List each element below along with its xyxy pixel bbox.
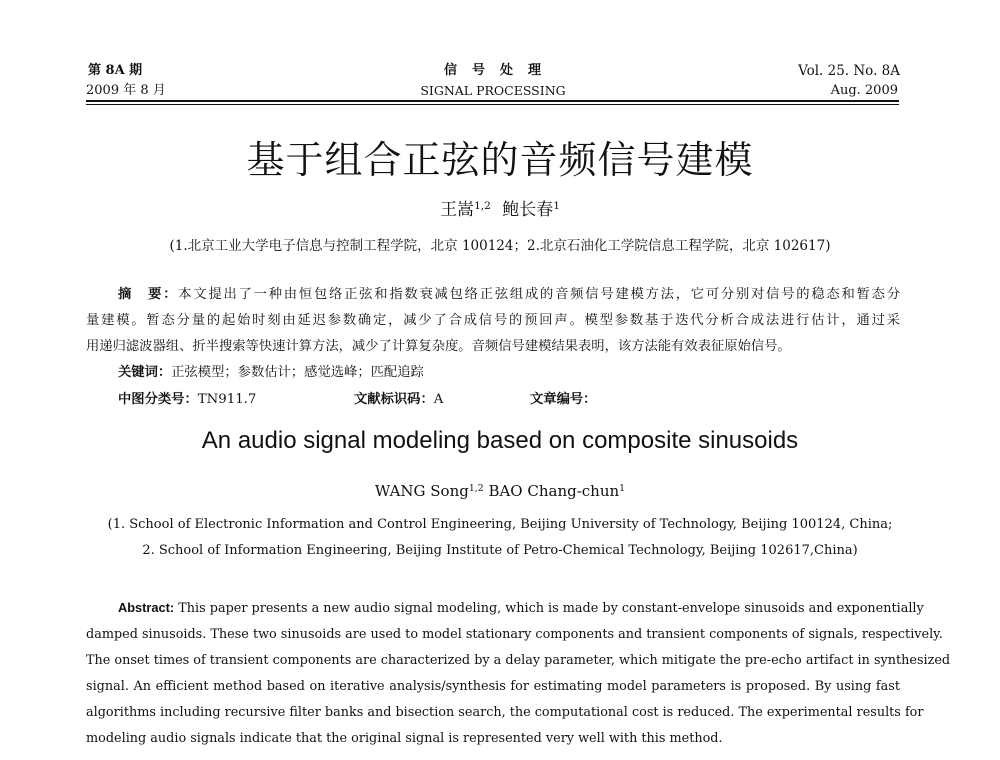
journal-name-cn: 信 号 处 理 (443, 63, 542, 78)
document-code-value: A (433, 392, 444, 407)
title-en: An audio signal modeling based on composite sinusoids (201, 427, 799, 454)
author-cn-2: 鲍长春 (502, 200, 554, 220)
abstract-en-line-2: damped sinusoids. These two sinusoids are used to model stationary components and transient components of signals, respectively. (86, 627, 943, 642)
author-en-1-affiliation: 1,2 (468, 482, 484, 494)
clc-value: TN911.7 (197, 392, 257, 407)
affiliation-cn: (1.北京工业大学电子信息与控制工程学院，北京 100124；2.北京石油化工学院信息工程学院，北京 102617) (169, 238, 831, 254)
abstract-en-line-6: modeling audio signals indicate that the original signal is represented very well with this method. (86, 731, 723, 746)
authors-en (0, 481, 1000, 501)
authors-cn (0, 199, 1000, 221)
abstract-cn-label: 摘 要： (118, 287, 179, 302)
journal-name-en: SIGNAL PROCESSING (420, 83, 566, 98)
title-cn: 基于组合正弦的音频信号建模 (246, 138, 754, 182)
header-rule-thick (86, 100, 899, 102)
affiliation-en-line-1: (1. School of Electronic Information and Control Engineering, Beijing University of Technology, Beijing 100124, China; (107, 517, 893, 532)
issue-number-cn: 第 8A 期 (88, 63, 143, 78)
document-code (354, 388, 443, 407)
abstract-cn-line-2: 量建模。暂态分量的起始时刻由延迟参数确定，减少了合成信号的预回声。模型参数基于迭代分析合成法进行估计，通过采 (86, 313, 900, 328)
abstract-cn-line-1: 摘 要：本文提出了一种由恒包络正弦和指数衰减包络正弦组成的音频信号建模方法，它可分别对信号的稳态和暂态分 (118, 287, 901, 302)
author-cn-2-affiliation: 1 (553, 200, 560, 213)
date-en: Aug. 2009 (830, 83, 898, 98)
author-en-1: WANG Song (374, 482, 469, 500)
clc-number (118, 388, 256, 407)
document-code-label: 文献标识码： (354, 392, 434, 407)
article-number (530, 388, 596, 407)
keywords-cn-value: 正弦模型；参数估计；感觉选峰；匹配追踪 (171, 365, 424, 380)
abstract-en-label: Abstract: (118, 600, 175, 615)
clc-label: 中图分类号： (118, 392, 198, 407)
keywords-cn (118, 361, 424, 380)
author-en-2-affiliation: 1 (619, 482, 626, 494)
abstract-en-line-5: algorithms including recursive filter banks and bisection search, the computational cost is reduced. The experimental results for (86, 705, 924, 720)
article-number-label: 文章编号： (530, 392, 597, 407)
affiliation-en-line-2: 2. School of Information Engineering, Beijing Institute of Petro-Chemical Technology, Beijing 102617,China) (142, 543, 858, 558)
abstract-en-line-3: The onset times of transient components are characterized by a delay parameter, which mitigate the pre-echo artifact in synthesized (86, 653, 951, 668)
date-cn: 2009 年 8 月 (86, 83, 166, 98)
abstract-en-line-1: Abstract: This paper presents a new audio signal modeling, which is made by constant-envelope sinusoids and exponentially (118, 600, 924, 616)
abstract-en-line-4: signal. An efficient method based on iterative analysis/synthesis for estimating model parameters is proposed. By using fast (86, 679, 900, 694)
keywords-cn-label: 关键词： (118, 365, 172, 380)
abstract-cn-line-3: 用递归滤波器组、折半搜索等快速计算方法，减少了计算复杂度。音频信号建模结果表明，该方法能有效表征原始信号。 (86, 339, 791, 354)
volume-number: Vol. 25. No. 8A (798, 63, 900, 79)
author-en-2: BAO Chang-chun (488, 482, 620, 500)
header-rule-thin (86, 104, 899, 105)
author-cn-1: 王嵩 (440, 200, 475, 220)
author-cn-1-affiliation: 1,2 (474, 200, 491, 213)
